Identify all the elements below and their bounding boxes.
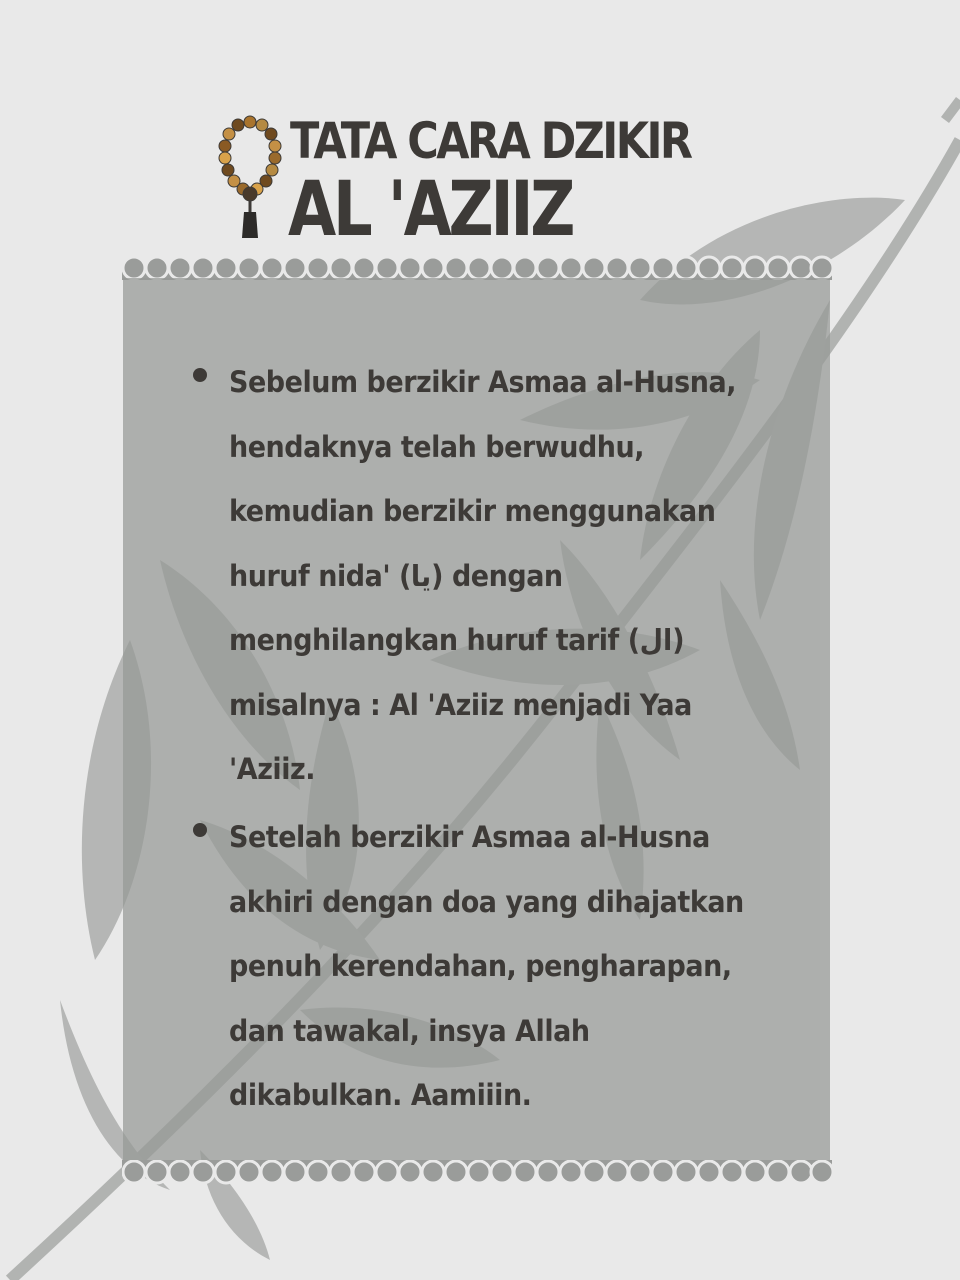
header	[210, 108, 810, 253]
list-item-text: Setelah berzikir Asmaa al-Husna akhiri dengan doa yang dihajatkan penuh kerendahan, pengharapan, dan tawakal, insya Allah dikabulkan. Aamiiin.	[229, 820, 744, 1112]
bullet-dot-icon	[193, 823, 207, 837]
bullet-dot-icon	[193, 368, 207, 382]
tasbih-prayer-beads-icon	[210, 112, 290, 252]
list-item-text: Sebelum berzikir Asmaa al-Husna, hendaknya telah berwudhu, kemudian berzikir menggunakan huruf nida' (يا) dengan menghilangkan huruf tarif (ال) misalnya : Al 'Aziiz menjadi Yaa 'Aziiz.	[229, 365, 737, 786]
content-card	[123, 278, 830, 1163]
title-line1: TATA CARA DZIKIR	[290, 112, 691, 170]
title-line2: AL 'AZIIZ	[288, 164, 573, 253]
scallop-border-top	[122, 254, 832, 280]
scallop-border-bottom	[122, 1160, 832, 1186]
